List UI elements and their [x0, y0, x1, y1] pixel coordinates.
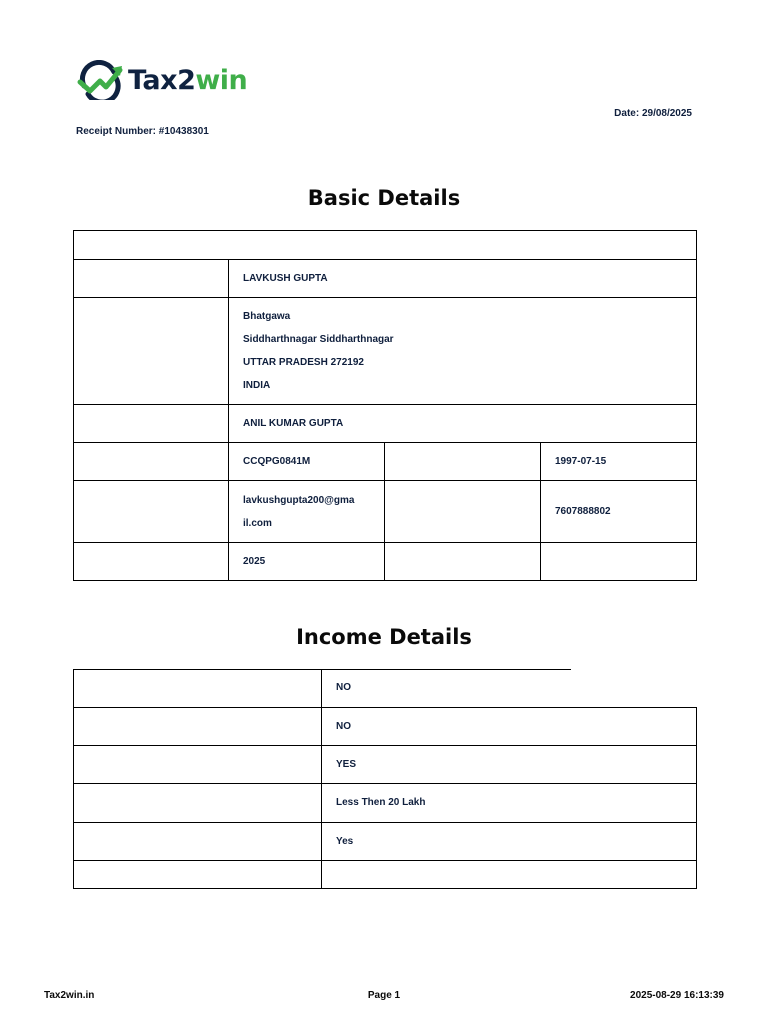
- basic-details-title: Basic Details: [307, 186, 461, 210]
- label-cell: [74, 481, 229, 543]
- label-cell: [74, 783, 322, 822]
- label-cell: [74, 822, 322, 860]
- address-line: INDIA: [243, 380, 271, 391]
- table-row: [74, 783, 697, 822]
- email-line: lavkushgupta200@gma: [243, 494, 355, 506]
- phone-value: 7607888802: [541, 481, 697, 543]
- father-name-value: ANIL KUMAR GUPTA: [229, 405, 697, 443]
- label-cell: [74, 298, 229, 405]
- label-cell: [74, 707, 322, 745]
- address-value: [229, 298, 697, 405]
- name-value: LAVKUSH GUPTA: [229, 260, 697, 298]
- label-cell: [74, 443, 229, 481]
- table-row: [74, 260, 697, 298]
- logo-wordmark: Tax2win: [128, 64, 248, 96]
- table-row: [74, 669, 697, 707]
- label-cell: [385, 481, 541, 543]
- label-cell: [385, 543, 541, 581]
- table-header-cell: [74, 231, 697, 260]
- address-line: UTTAR PRADESH 272192: [243, 357, 364, 368]
- income-value: NO: [322, 707, 697, 745]
- address-line: Bhatgawa: [243, 311, 291, 322]
- table-row: [74, 443, 697, 481]
- income-value: YES: [322, 745, 697, 783]
- receipt-date: Date: 29/08/2025: [614, 108, 692, 119]
- label-cell: [74, 543, 229, 581]
- table-row: [74, 822, 697, 860]
- table-row: [74, 860, 697, 888]
- label-cell: [385, 443, 541, 481]
- address-line: Siddharthnagar Siddharthnagar: [243, 334, 394, 345]
- tax2win-logo: [76, 60, 247, 100]
- email-line: il.com: [243, 517, 272, 529]
- footer-page-number: Page 1: [367, 990, 401, 1001]
- income-details-table: [73, 669, 697, 889]
- table-row: [74, 231, 697, 260]
- income-value: Less Then 20 Lakh: [322, 783, 697, 822]
- label-cell: [74, 860, 322, 888]
- receipt-number: Receipt Number: #10438301: [76, 126, 209, 137]
- basic-details-table: [73, 230, 697, 581]
- table-top-border: [73, 669, 571, 670]
- table-row: [74, 405, 697, 443]
- year-value: 2025: [229, 543, 385, 581]
- income-details-title: Income Details: [296, 625, 472, 649]
- income-value: [322, 860, 697, 888]
- pan-value: CCQPG0841M: [229, 443, 385, 481]
- table-row: [74, 707, 697, 745]
- label-cell: [74, 745, 322, 783]
- footer-site: Tax2win.in: [44, 990, 95, 1001]
- logo-check-arrow-icon: [76, 60, 124, 100]
- table-row: [74, 543, 697, 581]
- footer-timestamp: 2025-08-29 16:13:39: [630, 990, 724, 1001]
- table-row: [74, 298, 697, 405]
- label-cell: [74, 669, 322, 707]
- dob-value: 1997-07-15: [541, 443, 697, 481]
- income-value: NO: [322, 669, 697, 707]
- table-row: [74, 481, 697, 543]
- empty-cell: [541, 543, 697, 581]
- table-row: [74, 745, 697, 783]
- label-cell: [74, 405, 229, 443]
- label-cell: [74, 260, 229, 298]
- email-value: [229, 481, 385, 543]
- income-value: Yes: [322, 822, 697, 860]
